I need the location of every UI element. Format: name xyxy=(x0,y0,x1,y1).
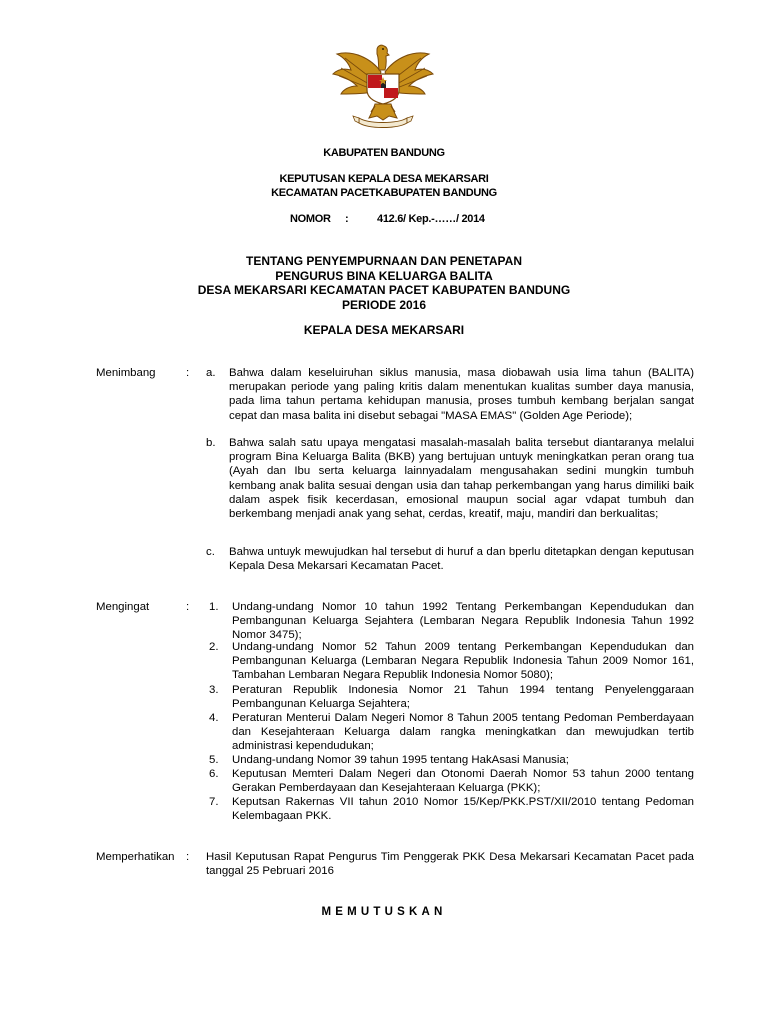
title-line: DESA MEKARSARI KECAMATAN PACET KABUPATEN BANDUNG xyxy=(197,283,571,297)
item-marker: 5. xyxy=(209,754,219,766)
item-text: Peraturan Menterui Dalam Negeri Nomor 8 Tahun 2005 tentang Pedoman Pemberdayaan dan Kesejahteraan Keluarga dalam rangka meningkatkan dan mewujudkan tertib administrasi kependudukan; xyxy=(232,712,694,753)
memperhatikan-text: Hasil Keputusan Rapat Pengurus Tim Penggerak PKK Desa Mekarsari Kecamatan Pacet pada tanggal 25 Pebruari 2016 xyxy=(206,851,694,878)
item-marker: a. xyxy=(206,367,216,379)
item-marker: 2. xyxy=(209,641,219,653)
garuda-pancasila-emblem xyxy=(331,44,435,130)
mengingat-label: Mengingat xyxy=(96,601,150,613)
item-text: Keputusan Memteri Dalam Negeri dan Otonomi Daerah Nomor 53 tahun 2000 tentang Gerakan Pemberdayaan dan Kesejahteraan Keluarga (PKK); xyxy=(232,768,694,795)
item-marker: 6. xyxy=(209,768,219,780)
title-line: PERIODE 2016 xyxy=(341,297,427,312)
title-line: TENTANG PENYEMPURNAAN DAN PENETAPAN xyxy=(245,254,522,268)
item-text: Bahwa dalam keseluiruhan siklus manusia, masa diobawah usia lima tahun (BALITA) merupakan periode yang paling kritis dalam menentukan kualitas sumber daya manusia, pada lima tahun pertama kehidupan manusia, proses tumbuh kembang berjalan sangat cepat dan masa balita ini disebut sebagai "MASA EMAS" (Golden Age Periode); xyxy=(229,367,694,422)
section-colon: : xyxy=(186,601,190,613)
item-marker: c. xyxy=(206,546,215,558)
decree-title xyxy=(0,254,768,312)
decree-heading-line2: KECAMATAN PACETKABUPATEN BANDUNG xyxy=(271,187,497,199)
section-colon: : xyxy=(186,367,190,379)
decree-number-colon: : xyxy=(345,213,349,225)
item-text: Bahwa salah satu upaya mengatasi masalah-masalah balita tersebut diantaranya melalui program Bina Keluarga Balita (BKB) yang bertujuan untuyk meningkatkan peran orang tua (Ayah dan Ibu serta keluarga lainnyadalam mengusahakan sedini mungkin tumbuh kembang anak balita sesuai dengan usia dan tahap perkembangan yang harus dimiliki baik dalam aspek fisik kecerdasan, emosional maupun social agar vdapat tumbuh dan berkembang menjadi anak yang sehat, cerdas, kreatif, maju, mandiri dan berkualitas; xyxy=(229,437,694,521)
item-text: Undang-undang Nomor 10 tahun 1992 Tentang Perkembangan Kependudukan dan Pembangunan Keluarga Sejahtera (Lembaran Negara Republik Indonesia Tahun 1992 Nomor 3475); xyxy=(232,601,694,642)
item-marker: 3. xyxy=(209,684,219,696)
regency-heading: KABUPATEN BANDUNG xyxy=(323,147,445,159)
item-marker: 4. xyxy=(209,712,219,724)
item-text: Bahwa untuyk mewujudkan hal tersebut di huruf a dan bperlu ditetapkan dengan keputusan Kepala Desa Mekarsari Kecamatan Pacet. xyxy=(229,546,694,573)
item-marker: 7. xyxy=(209,796,219,808)
item-marker: b. xyxy=(206,437,216,449)
item-text: Keputsan Rakernas VII tahun 2010 Nomor 15/Kep/PKK.PST/XII/2010 tentang Pedoman Kelembagaan PKK. xyxy=(232,796,694,823)
decree-heading-line1: KEPUTUSAN KEPALA DESA MEKARSARI xyxy=(279,173,489,185)
item-text: Undang-undang Nomor 52 Tahun 2009 tentang Perkembangan Kependudukan dan Pembangunan Keluarga (Lembaran Negara Republik Indonesia Tahun 2009 Nomor 161, Tambahan Lembaran Negara Republik Indonesia Nomor 5080); xyxy=(232,641,694,682)
menimbang-label: Menimbang xyxy=(96,367,156,379)
decree-number-label: NOMOR xyxy=(290,213,331,225)
decision-heading: MEMUTUSKAN xyxy=(321,906,447,918)
official-title: KEPALA DESA MEKARSARI xyxy=(303,323,465,337)
item-text: Undang-undang Nomor 39 tahun 1995 tentang HakAsasi Manusia; xyxy=(232,754,569,766)
decree-number xyxy=(290,212,485,226)
title-line: PENGURUS BINA KELUARGA BALITA xyxy=(275,268,493,283)
item-marker: 1. xyxy=(209,601,219,613)
section-colon: : xyxy=(186,851,190,863)
item-text: Peraturan Republik Indonesia Nomor 21 Tahun 1994 tentang Penyelenggaraan Pembangunan Keluarga Sejahtera; xyxy=(232,684,694,711)
decree-number-value: 412.6/ Kep.-……/ 2014 xyxy=(377,213,485,225)
memperhatikan-label: Memperhatikan xyxy=(96,851,175,863)
